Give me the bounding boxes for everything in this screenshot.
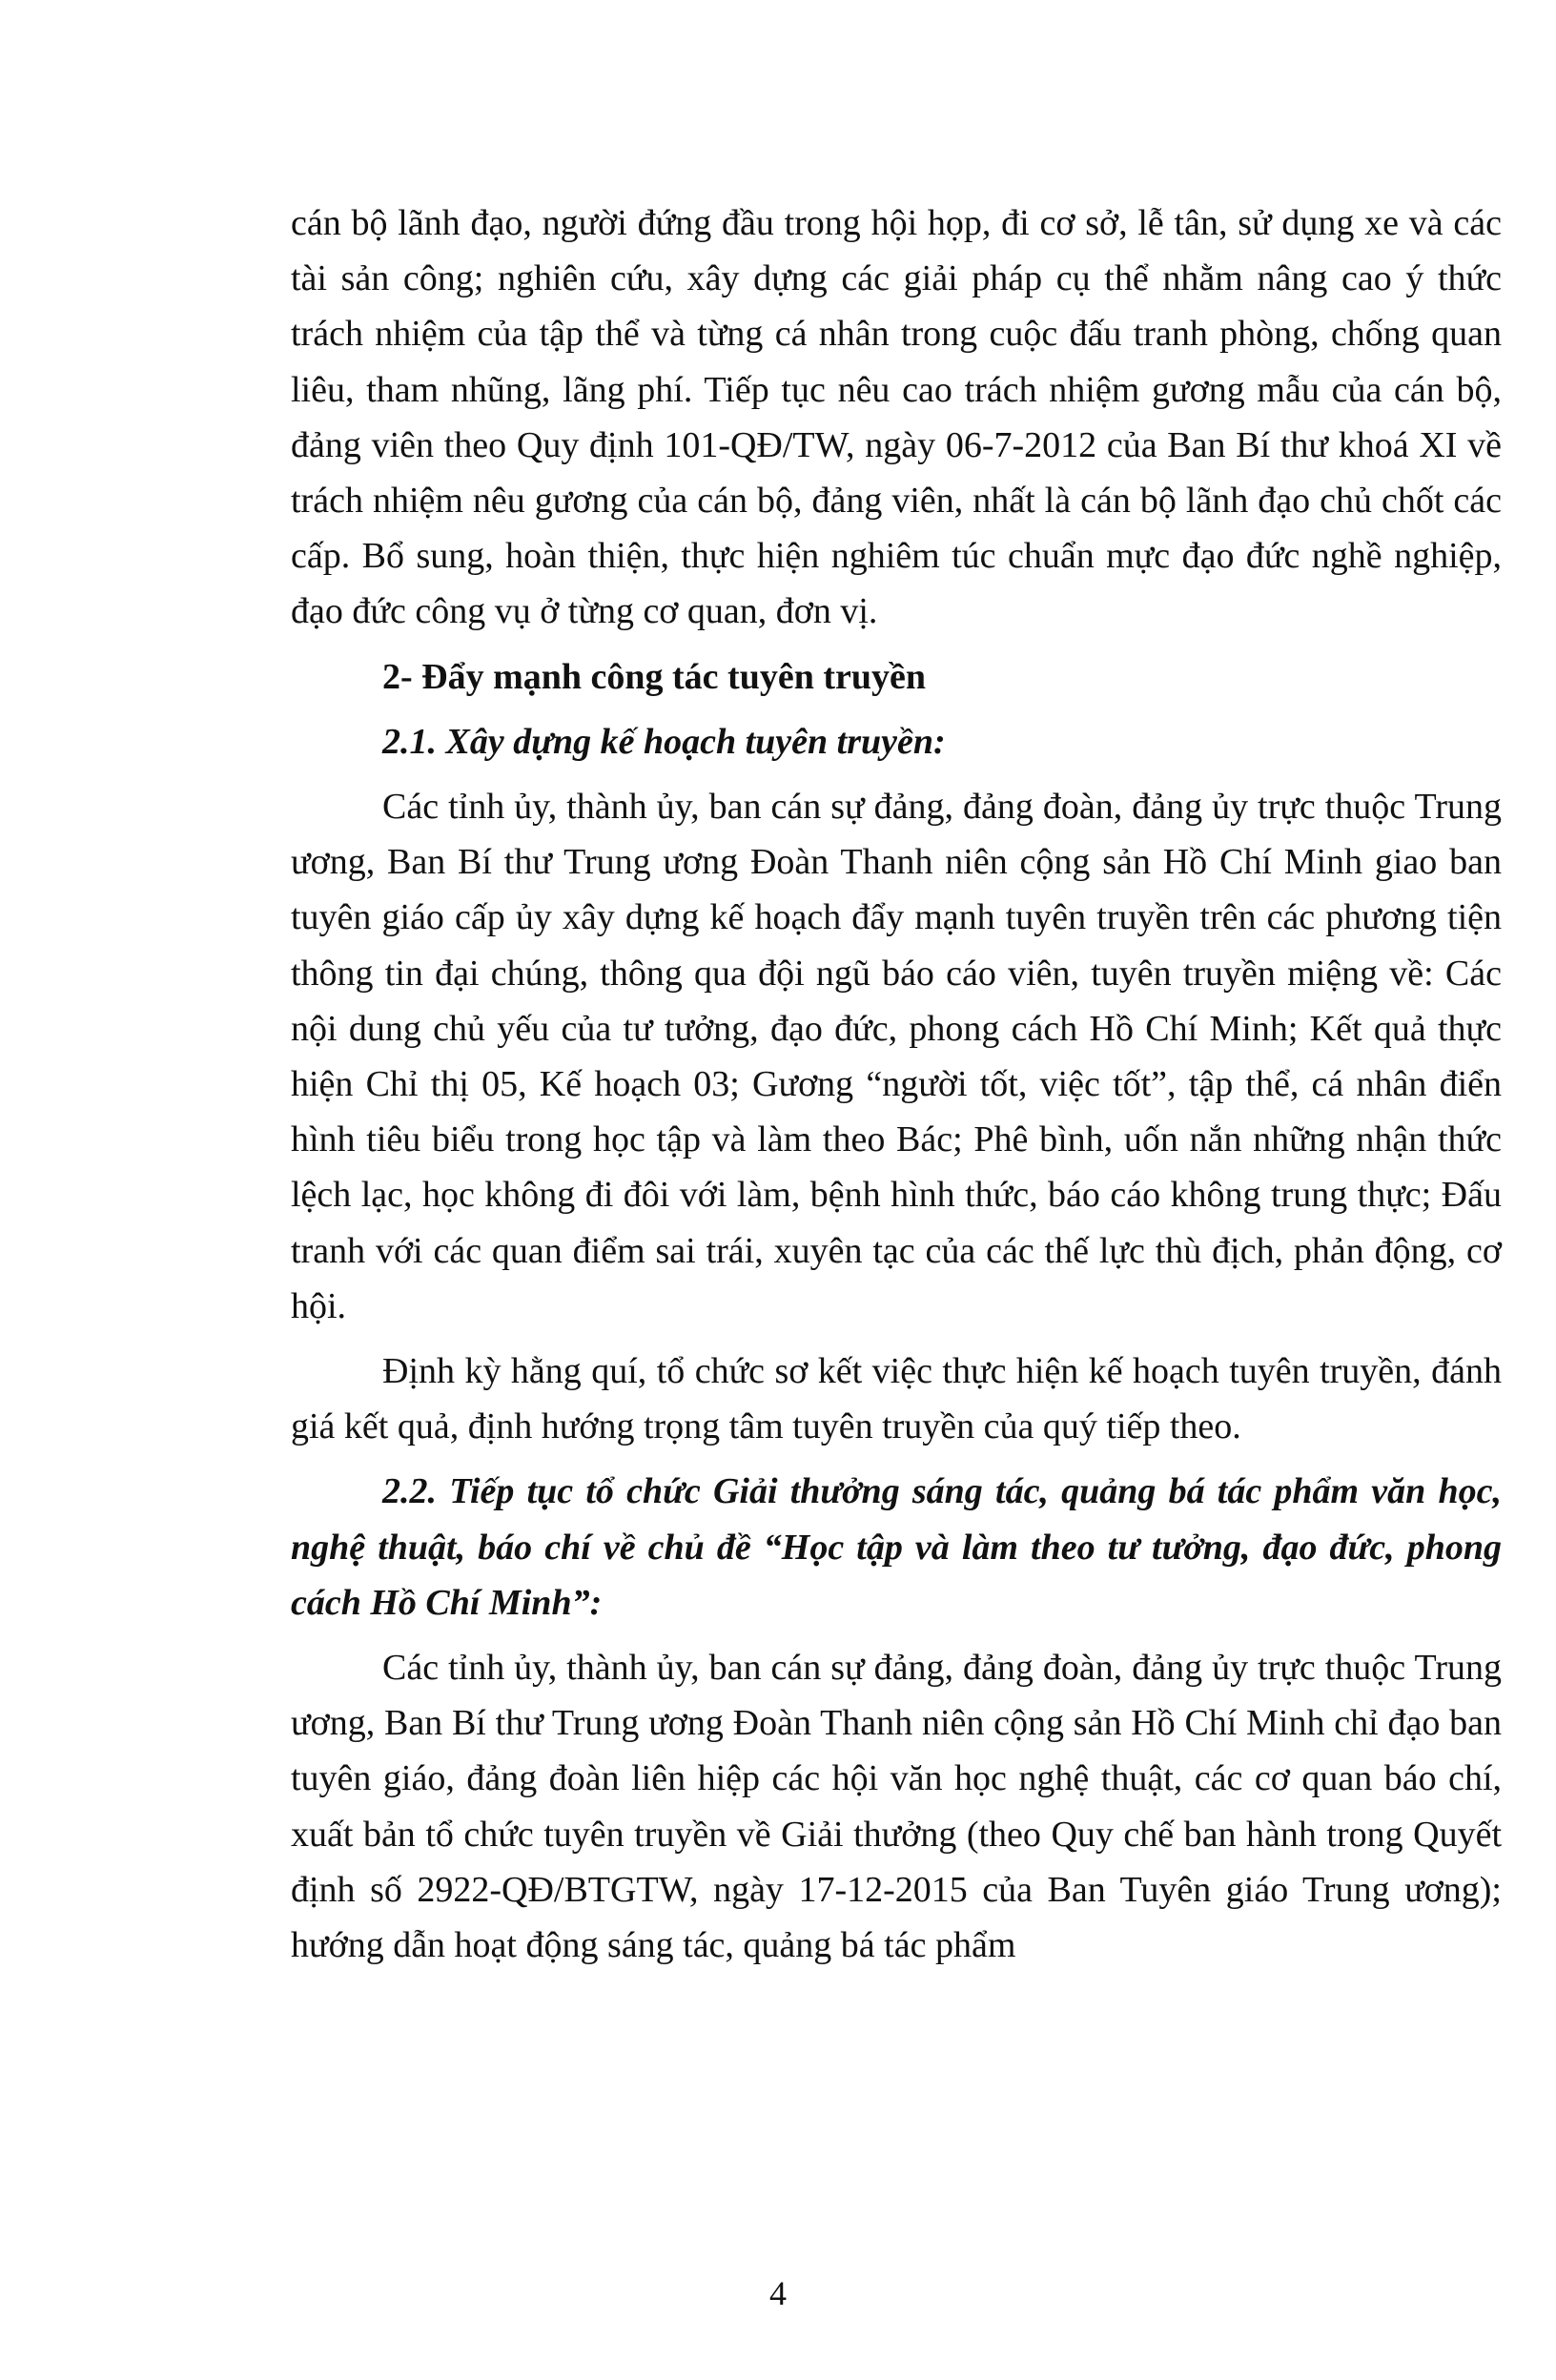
paragraph-gap	[291, 640, 1502, 649]
paragraph-gap	[291, 1334, 1502, 1344]
paragraph-gap	[291, 705, 1502, 714]
paragraph: Các tỉnh ủy, thành ủy, ban cán sự đảng, đảng đoàn, đảng ủy trực thuộc Trung ương, Ban Bí thư Trung ương Đoàn Thanh niên cộng sản Hồ Chí Minh giao ban tuyên giáo cấp ủy xây dựng kế hoạch đẩy mạnh tuyên truyền trên các phương tiện thông tin đại chúng, thông qua đội ngũ báo cáo viên, tuyên truyền miệng về: Các nội dung chủ yếu của tư tưởng, đạo đức, phong cách Hồ Chí Minh; Kết quả thực hiện Chỉ thị 05, Kế hoạch 03; Gương “người tốt, việc tốt”, tập thể, cá nhân điển hình tiêu biểu trong học tập và làm theo Bác; Phê bình, uốn nắn những nhận thức lệch lạc, học không đi đôi với làm, bệnh hình thức, báo cáo không trung thực; Đấu tranh với các quan điểm sai trái, xuyên tạc của các thế lực thù địch, phản động, cơ hội.	[291, 787, 1502, 1326]
paragraph-gap	[291, 1454, 1502, 1464]
paragraph-gap	[291, 769, 1502, 779]
subsection-heading: 2.2. Tiếp tục tổ chức Giải thưởng sáng tác, quảng bá tác phẩm văn học, nghệ thuật, báo chí về chủ đề “Học tập và làm theo tư tưởng, đạo đức, phong cách Hồ Chí Minh”:	[291, 1471, 1502, 1623]
subsection-heading: 2.1. Xây dựng kế hoạch tuyên truyền:	[382, 721, 946, 762]
document-body	[291, 195, 1502, 1973]
paragraph-continuation: cán bộ lãnh đạo, người đứng đầu trong hội họp, đi cơ sở, lễ tân, sử dụng xe và các tài sản công; nghiên cứu, xây dựng các giải pháp cụ thể nhằm nâng cao ý thức trách nhiệm của tập thể và từng cá nhân trong cuộc đấu tranh phòng, chống quan liêu, tham nhũng, lãng phí. Tiếp tục nêu cao trách nhiệm gương mẫu của cán bộ, đảng viên theo Quy định 101-QĐ/TW, ngày 06-7-2012 của Ban Bí thư khoá XI về trách nhiệm nêu gương của cán bộ, đảng viên, nhất là cán bộ lãnh đạo chủ chốt các cấp. Bổ sung, hoàn thiện, thực hiện nghiêm túc chuẩn mực đạo đức nghề nghiệp, đạo đức công vụ ở từng cơ quan, đơn vị.	[291, 203, 1502, 632]
section-heading: 2- Đẩy mạnh công tác tuyên truyền	[382, 656, 926, 697]
page-number: 4	[769, 2274, 787, 2312]
paragraph-gap	[291, 1631, 1502, 1640]
paragraph: Định kỳ hằng quí, tổ chức sơ kết việc thực hiện kế hoạch tuyên truyền, đánh giá kết quả, định hướng trọng tâm tuyên truyền của quý tiếp theo.	[291, 1351, 1502, 1447]
paragraph: Các tỉnh ủy, thành ủy, ban cán sự đảng, đảng đoàn, đảng ủy trực thuộc Trung ương, Ban Bí thư Trung ương Đoàn Thanh niên cộng sản Hồ Chí Minh chỉ đạo ban tuyên giáo, đảng đoàn liên hiệp các hội văn học nghệ thuật, các cơ quan báo chí, xuất bản tổ chức tuyên truyền về Giải thưởng (theo Quy chế ban hành trong Quyết định số 2922-QĐ/BTGTW, ngày 17-12-2015 của Ban Tuyên giáo Trung ương); hướng dẫn hoạt động sáng tác, quảng bá tác phẩm	[291, 1648, 1502, 1966]
